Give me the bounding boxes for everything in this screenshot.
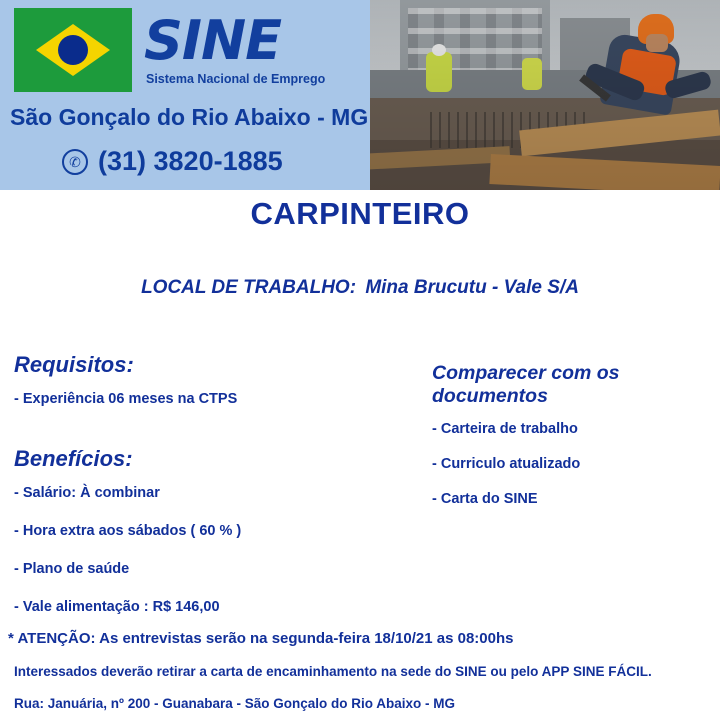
benefits-section [14, 446, 414, 616]
phone-row [62, 146, 283, 177]
footer-section [8, 630, 712, 711]
list-item: - Carta do SINE [432, 491, 538, 507]
list-item: - Hora extra aos sábados ( 60 % ) [14, 523, 242, 539]
workplace-label: LOCAL DE TRABALHO: [141, 277, 357, 298]
list-item: - Vale alimentação : R$ 146,00 [14, 599, 220, 615]
header-banner [0, 0, 720, 190]
photo-overlay [370, 0, 720, 190]
page-title: CARPINTEIRO [250, 196, 470, 231]
instructions-note: Interessados deverão retirar a carta de encaminhamento na sede do SINE ou pelo APP SINE FÁCIL. [14, 664, 652, 679]
workplace-line [0, 277, 720, 299]
list-item: - Salário: À combinar [14, 485, 160, 501]
header-left-panel [0, 0, 370, 190]
documents-heading: Comparecer com os documentos [432, 362, 620, 407]
sine-logo [14, 8, 325, 92]
brazil-flag-icon [14, 8, 132, 92]
sine-title: SINE [144, 9, 282, 72]
list-item: - Plano de saúde [14, 561, 130, 577]
right-column [432, 362, 718, 525]
address-note: Rua: Januária, nº 200 - Guanabara - São Gonçalo do Rio Abaixo - MG [14, 696, 456, 711]
benefits-heading: Benefícios: [14, 446, 133, 471]
city-name: São Gonçalo do Rio Abaixo - MG [10, 104, 369, 130]
phone-number: (31) 3820-1885 [98, 146, 283, 176]
sine-wordmark [144, 8, 325, 86]
construction-photo [370, 0, 720, 190]
flag-globe-shape [58, 35, 88, 65]
list-item: - Carteira de trabalho [432, 421, 578, 437]
list-item: - Experiência 06 meses na CTPS [14, 391, 238, 407]
workplace-value: Mina Brucutu - Vale S/A [365, 277, 579, 298]
requirements-heading: Requisitos: [14, 352, 134, 377]
left-column [14, 352, 414, 636]
phone-icon: ✆ [62, 149, 88, 175]
attention-note: * ATENÇÃO: As entrevistas serão na segunda-feira 18/10/21 as 08:00hs [8, 630, 514, 647]
sine-subtitle: Sistema Nacional de Emprego [146, 72, 326, 86]
list-item: - Curriculo atualizado [432, 456, 581, 472]
